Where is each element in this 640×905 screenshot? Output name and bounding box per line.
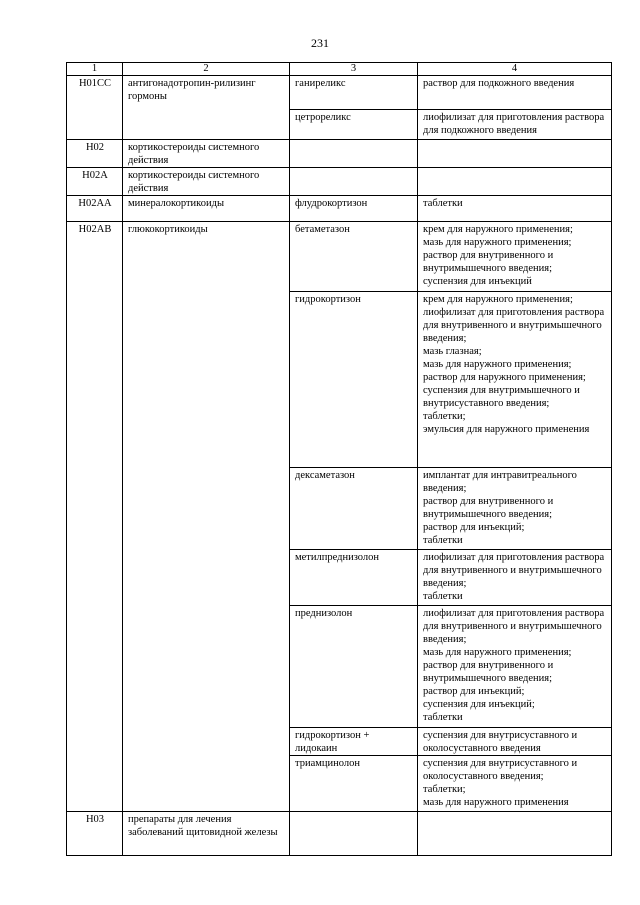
dosage-form-item: мазь для наружного применения; (423, 647, 572, 658)
forms-cell (418, 812, 612, 856)
substance-cell: метилпреднизолон (290, 550, 418, 606)
table-row (67, 140, 612, 168)
substance-cell: гидрокортизон (290, 292, 418, 468)
dosage-form-item: суспензия для инъекций; (423, 699, 535, 710)
dosage-form-item: раствор для инъекций; (423, 522, 525, 533)
dosage-form-item: мазь для наружного применения; (423, 359, 572, 370)
group-cell: кортикостероиды системного действия (123, 140, 290, 168)
header-cell-1: 1 (67, 63, 123, 76)
header-cell-3: 3 (290, 63, 418, 76)
dosage-form-item: крем для наружного применения; (423, 294, 573, 305)
group-cell: минералокортикоиды (123, 196, 290, 222)
header-cell-2: 2 (123, 63, 290, 76)
dosage-form-item: суспензия для внутримышечного и внутрисуставного введения; (423, 385, 580, 409)
forms-cell (418, 222, 612, 292)
dosage-form-item: таблетки; (423, 784, 466, 795)
substance-cell: ганиреликс (290, 76, 418, 110)
table-row (67, 196, 612, 222)
dosage-form-item: имплантат для интравитреального введения; (423, 470, 577, 494)
dosage-form-item: таблетки (423, 535, 463, 546)
substance-cell: гидрокортизон + лидокаин (290, 728, 418, 756)
forms-cell (418, 728, 612, 756)
atc-code-cell: H02AA (67, 196, 123, 222)
drug-table (66, 62, 612, 856)
forms-cell (418, 76, 612, 110)
dosage-form-item: раствор для внутривенного и внутримышечного введения; (423, 250, 554, 274)
dosage-form-item: суспензия для инъекций (423, 276, 532, 287)
dosage-form-item: эмульсия для наружного применения (423, 424, 590, 435)
substance-cell: преднизолон (290, 606, 418, 728)
forms-cell (418, 606, 612, 728)
group-cell: глюкокортикоиды (123, 222, 290, 812)
dosage-form-item: раствор для внутривенного и внутримышечного введения; (423, 660, 554, 684)
substance-cell: флудрокортизон (290, 196, 418, 222)
atc-code-cell: H01CC (67, 76, 123, 140)
atc-code-cell: H02 (67, 140, 123, 168)
dosage-form-item: таблетки (423, 198, 463, 209)
substance-cell: цетрореликс (290, 110, 418, 140)
dosage-form-item: лиофилизат для приготовления раствора для внутривенного и внутримышечного введения; (423, 608, 605, 645)
dosage-form-item: таблетки (423, 712, 463, 723)
forms-cell (418, 468, 612, 550)
dosage-form-item: крем для наружного применения; (423, 224, 573, 235)
dosage-form-item: таблетки (423, 591, 463, 602)
dosage-form-item: лиофилизат для приготовления раствора для внутривенного и внутримышечного введения; (423, 307, 605, 344)
forms-cell (418, 140, 612, 168)
dosage-form-item: раствор для наружного применения; (423, 372, 586, 383)
substance-cell (290, 168, 418, 196)
atc-code-cell: H02A (67, 168, 123, 196)
atc-code-cell: H03 (67, 812, 123, 856)
dosage-form-item: раствор для инъекций; (423, 686, 525, 697)
forms-cell (418, 196, 612, 222)
page-number: 231 (311, 36, 329, 50)
dosage-form-item: раствор для подкожного введения (423, 78, 575, 89)
substance-cell (290, 140, 418, 168)
dosage-form-item: мазь для наружного применения; (423, 237, 572, 248)
group-cell: препараты для лечения заболеваний щитовидной железы (123, 812, 290, 856)
dosage-form-item: лиофилизат для приготовления раствора для внутривенного и внутримышечного введения; (423, 552, 605, 589)
forms-cell (418, 168, 612, 196)
forms-cell (418, 292, 612, 468)
header-cell-4: 4 (418, 63, 612, 76)
table-row (67, 76, 612, 110)
dosage-form-item: мазь глазная; (423, 346, 482, 357)
group-cell: кортикостероиды системного действия (123, 168, 290, 196)
dosage-form-item: таблетки; (423, 411, 466, 422)
dosage-form-item: раствор для внутривенного и внутримышечного введения; (423, 496, 554, 520)
substance-cell (290, 812, 418, 856)
group-cell: антигонадотропин-рилизинг гормоны (123, 76, 290, 140)
forms-cell (418, 550, 612, 606)
table-row (67, 168, 612, 196)
table-row (67, 222, 612, 292)
dosage-form-item: лиофилизат для приготовления раствора для подкожного введения (423, 112, 605, 136)
dosage-form-item: суспензия для внутрисуставного и околосуставного введения; (423, 758, 578, 782)
dosage-form-item: мазь для наружного применения (423, 797, 569, 808)
substance-cell: триамцинолон (290, 756, 418, 812)
atc-code-cell: H02AB (67, 222, 123, 812)
table-header-row (67, 63, 612, 76)
forms-cell (418, 756, 612, 812)
forms-cell (418, 110, 612, 140)
table-row (67, 812, 612, 856)
substance-cell: бетаметазон (290, 222, 418, 292)
dosage-form-item: суспензия для внутрисуставного и околосуставного введения (423, 730, 578, 754)
substance-cell: дексаметазон (290, 468, 418, 550)
